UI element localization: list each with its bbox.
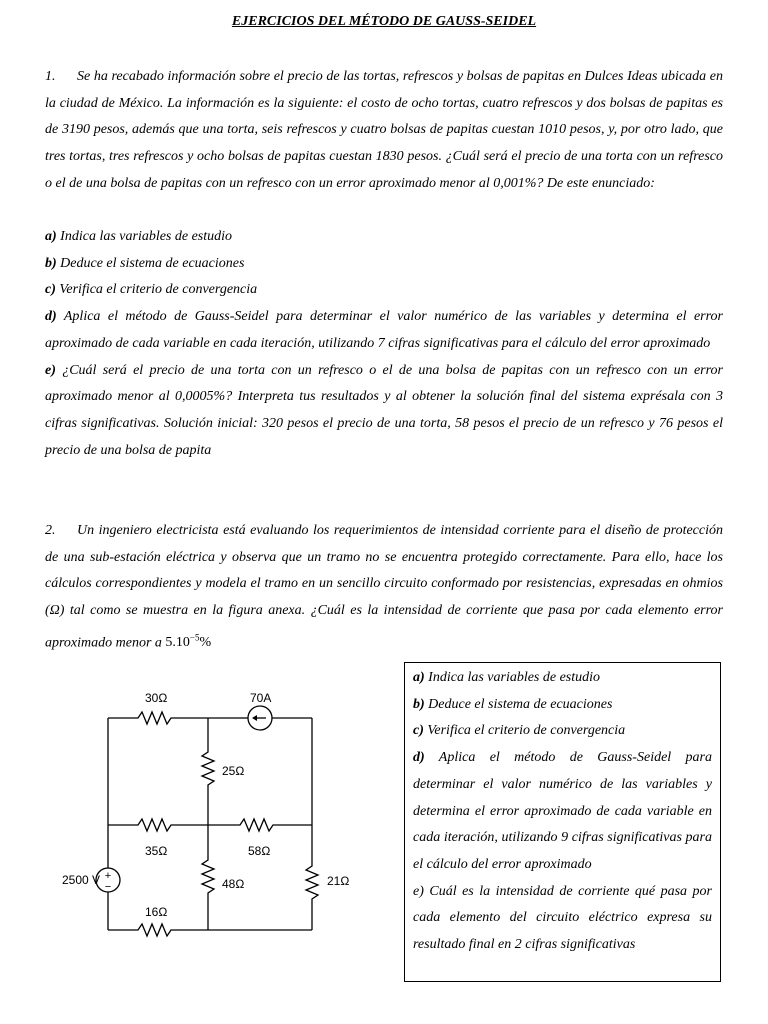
label-r-bottom: 16Ω [145, 905, 168, 919]
label-r-mid-left: 35Ω [145, 844, 168, 858]
svg-text:+: + [104, 870, 112, 882]
exercise-1-number: 1. [45, 69, 56, 84]
document-title: EJERCICIOS DEL MÉTODO DE GAUSS-SEIDEL [231, 14, 537, 29]
exercise-2-text: Un ingeniero electricista está evaluando los requerimientos de intensidad corriente para el diseño de protección de una sub-estación eléctrica y observa que un tramo no se encuentra protegido correctamente. Para ello, hace los cálculos correspondientes y modela el tramo en un sencillo circuito conformado por resistencias, expresadas en ohmios (Ω) tal como se muestra en la figura anexa. ¿Cuál es la intensidad de corriente que pasa por cada elemento error aproximado menor a [45, 523, 723, 651]
exercise-1-item-b: b) Deduce el sistema de ecuaciones [45, 255, 245, 271]
label-r-vertical-top: 25Ω [222, 764, 245, 778]
exercise-1-statement [45, 64, 723, 198]
exercise-1-text: Se ha recabado información sobre el precio de las tortas, refrescos y bolsas de papitas en Dulces Ideas ubicada en la ciudad de México. La información es la siguiente: el costo de ocho tortas, cuatro refrescos y dos bolsas de papitas es de 3190 pesos, además que una torta, seis refrescos y cuatro bolsas de papitas cuestan 1010 pesos, y, por otro lado, que tres tortas, tres refrescos y ocho bolsas de papitas cuestan 1830 pesos. ¿Cuál será el precio de una torta con un refresco o el de una bolsa de papitas con un refresco con un error aproximado menor al 0,001%? De este enunciado: [45, 69, 723, 191]
label-r-right: 21Ω [327, 874, 350, 888]
exercise-1-item-e: e) ¿Cuál será el precio de una torta con un refresco o el de una bolsa de papitas con un refresco con un error aproximado menor al 0,0005%? Interpreta tus resultados y al obtener la solución final del sistema exprésala con 3 cifras significativas. Solución inicial: 320 pesos el precio de una torta, 58 pesos el precio de un refresco y 76 pesos el precio de una bolsa de papita [45, 362, 723, 458]
circuit-diagram [50, 680, 380, 950]
exercise-1-item-c: c) Verifica el criterio de convergencia [45, 282, 258, 298]
exercise-2-statement [45, 518, 723, 657]
exercise-1-items [45, 224, 723, 464]
exercise-1-item-d: d) Aplica el método de Gauss-Seidel para determinar el valor numérico de las variables y determina el error aproximado de cada variable en cada iteración, utilizando 7 cifras significativas para el cálculo del error aproximado [45, 309, 723, 351]
error-threshold: $5.10^{-5}\%$ [165, 632, 212, 651]
exercise-2-items-box [404, 662, 721, 982]
label-r-center: 48Ω [222, 877, 245, 891]
exercise-1-item-a: a) Indica las variables de estudio [45, 229, 233, 244]
exercise-2-item-a: a) Indica las variables de estudio [413, 670, 601, 685]
current-source-icon [248, 706, 272, 730]
exercise-2-item-d: d) Aplica el método de Gauss-Seidel para determinar el valor numérico de las variables y determina el error aproximado de cada variable en cada iteración, utilizando 9 cifras significativas para el cálculo del error aproximado [413, 750, 712, 872]
exercise-2-item-b: b) Deduce el sistema de ecuaciones [413, 696, 613, 712]
resistor-30-wire [108, 712, 240, 724]
label-current-source: 70A [250, 691, 272, 705]
exercise-2-item-c: c) Verifica el criterio de convergencia [413, 723, 626, 739]
label-r-top: 30Ω [145, 691, 168, 705]
voltage-source-label: 2500 V [62, 873, 101, 887]
exercise-2-item-e: e) Cuál es la intensidad de corriente qué pasa por cada elemento del circuito eléctrico expresa su resultado final en 2 cifras significativas [413, 883, 712, 953]
svg-text:−: − [104, 881, 112, 893]
exercise-2-number: 2. [45, 523, 56, 538]
label-r-mid-right: 58Ω [248, 844, 271, 858]
